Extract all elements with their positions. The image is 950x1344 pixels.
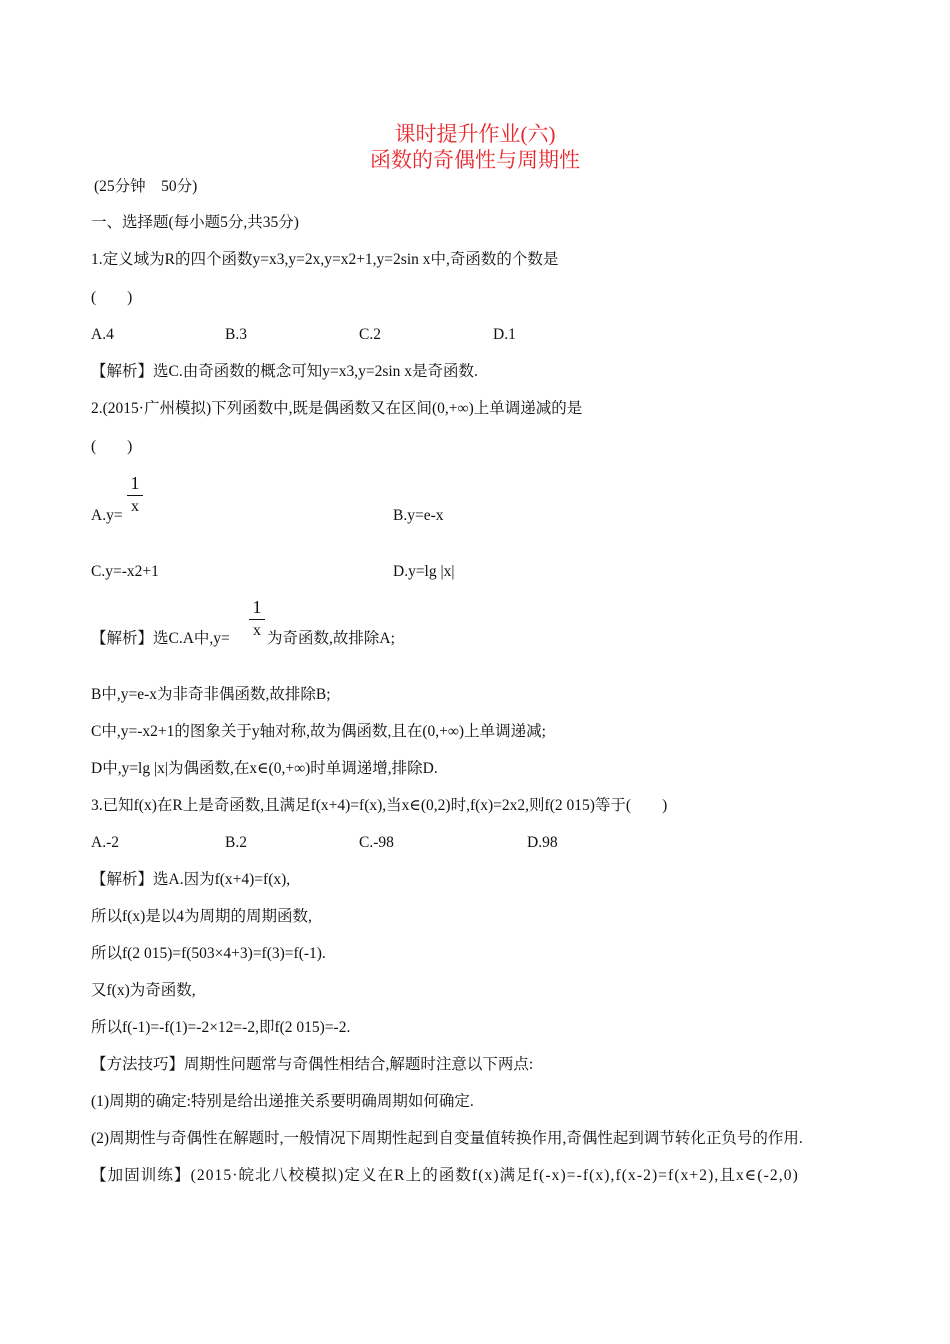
question-1-option-a: A.4 [91,326,114,343]
question-1-option-d: D.1 [493,326,516,343]
question-2-stem: 2.(2015·广州模拟)下列函数中,既是偶函数又在区间(0,+∞)上单调递减的是 [91,400,583,417]
question-2-analysis-line: C中,y=-x2+1的图象关于y轴对称,故为偶函数,且在(0,+∞)上单调递减; [91,723,546,740]
option-a-fraction [127,473,143,517]
fraction-numerator: 1 [252,597,262,617]
time-score-note: (25分钟 50分) [94,178,198,195]
question-2-option-c: C.y=-x2+1 [91,563,159,580]
question-2-option-d: D.y=lg |x| [393,563,455,580]
question-1-analysis: 【解析】选C.由奇函数的概念可知y=x3,y=2sin x是奇函数. [91,363,478,380]
method-tip-item: (2)周期性与奇偶性在解题时,一般情况下周期性起到自变量值转换作用,奇偶性起到调节转化正负号的作用. [91,1130,803,1147]
page-subtitle: 函数的奇偶性与周期性 [370,148,580,172]
fraction-bar [249,619,265,620]
question-3-option-b: B.2 [225,834,247,851]
question-2-analysis-suffix: 为奇函数,故排除A; [267,630,395,647]
question-2-analysis-line: D中,y=lg |x|为偶函数,在x∈(0,+∞)时单调递增,排除D. [91,760,438,777]
question-1-stem: 1.定义域为R的四个函数y=x3,y=2x,y=x2+1,y=2sin x中,奇函数的个数是 [91,251,559,268]
question-3-option-a: A.-2 [91,834,119,851]
question-3-analysis-line: 又f(x)为奇函数, [91,982,196,999]
question-2-option-a: A.y= [91,507,123,524]
fraction-denominator: x [131,498,139,515]
question-3-analysis-line: 【解析】选A.因为f(x+4)=f(x), [91,871,291,888]
reinforcement-exercise: 【加固训练】(2015·皖北八校模拟)定义在R上的函数f(x)满足f(-x)=-f(x),f(x-2)=f(x+2),且x∈(-2,0) [91,1167,799,1184]
question-2-analysis-prefix: 【解析】选C.A中,y= [91,630,230,647]
method-tips-heading: 【方法技巧】周期性问题常与奇偶性相结合,解题时注意以下两点: [91,1056,534,1073]
question-3-option-c: C.-98 [359,834,394,851]
question-2-option-b: B.y=e-x [393,507,444,524]
question-1-option-c: C.2 [359,326,381,343]
question-3-stem: 3.已知f(x)在R上是奇函数,且满足f(x+4)=f(x),当x∈(0,2)时,f(x)=2x2,则f(2 015)等于( ) [91,797,668,814]
question-1-option-b: B.3 [225,326,247,343]
question-3-analysis-line: 所以f(x)是以4为周期的周期函数, [91,908,312,925]
analysis-fraction [249,597,265,641]
page-title: 课时提升作业(六) [394,122,556,146]
question-3-analysis-line: 所以f(2 015)=f(503×4+3)=f(3)=f(-1). [91,945,326,962]
fraction-numerator: 1 [130,473,140,493]
question-1-answer-blank: ( ) [91,289,133,306]
method-tip-item: (1)周期的确定:特别是给出递推关系要明确周期如何确定. [91,1093,474,1110]
section-heading: 一、选择题(每小题5分,共35分) [91,214,299,231]
question-3-analysis-line: 所以f(-1)=-f(1)=-2×12=-2,即f(2 015)=-2. [91,1019,351,1036]
fraction-denominator: x [253,622,261,639]
question-2-analysis-line: B中,y=e-x为非奇非偶函数,故排除B; [91,686,331,703]
fraction-bar [127,495,143,496]
question-3-option-d: D.98 [527,834,558,851]
question-2-answer-blank: ( ) [91,438,133,455]
